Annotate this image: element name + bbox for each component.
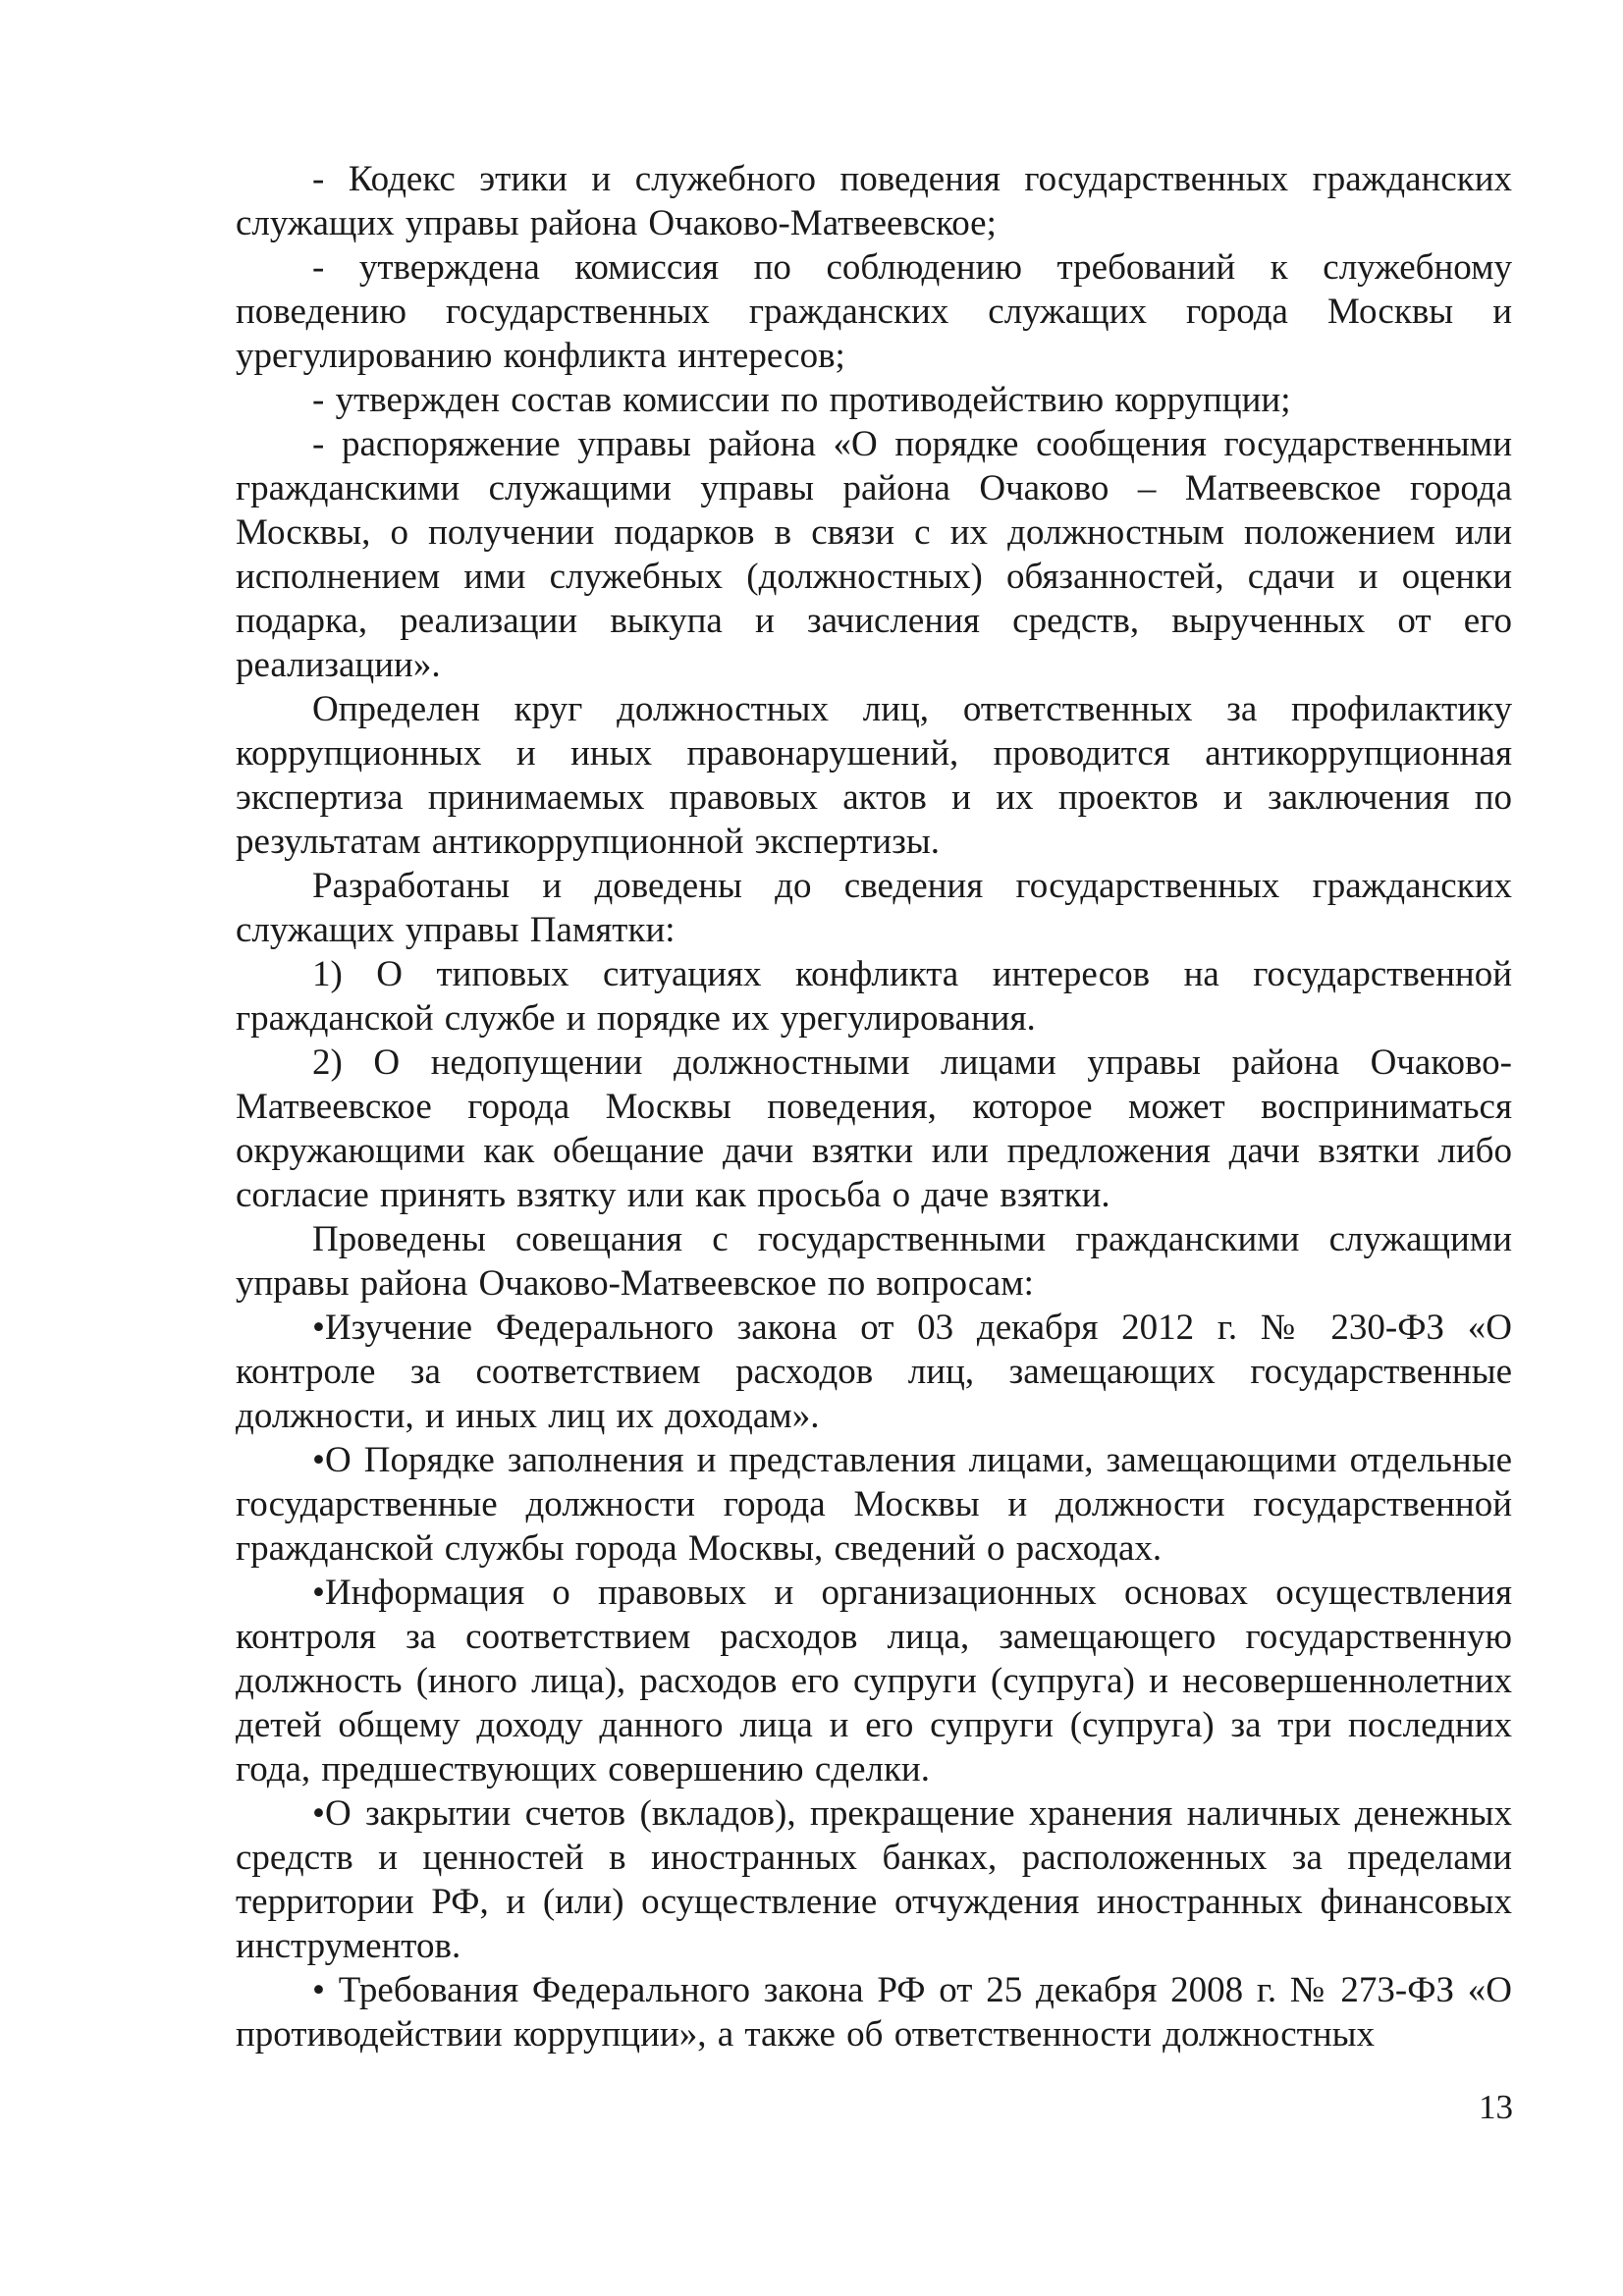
document-body <box>236 157 1512 2056</box>
paragraph-ethics-code: - Кодекс этики и служебного поведения государственных гражданских служащих управы района Очаково-Матвеевское; <box>236 159 1512 243</box>
paragraph-responsible-officials: Определен круг должностных лиц, ответственных за профилактику коррупционных и иных правонарушений, проводится антикоррупционная экспертиза принимаемых правовых актов и их проектов и заключения по результатам антикоррупционной экспертизы. <box>236 689 1512 862</box>
paragraph-bullet-expenses-control: •Информация о правовых и организационных основах осуществления контроля за соответствием расходов лица, замещающего государственную должность (иного лица), расходов его супруги (супруга) и несовершеннолетних детей общему доходу данного лица и его супруги (супруга) за три последних года, предшествующих совершению сделки. <box>236 1573 1512 1789</box>
paragraph-anticorruption-commission: - утвержден состав комиссии по противодействию коррупции; <box>312 380 1291 420</box>
paragraph-commission-approved: - утверждена комиссия по соблюдению требований к служебному поведению государственных гражданских служащих города Москвы и урегулированию конфликта интересов; <box>236 247 1512 376</box>
page-number: 13 <box>1479 2088 1513 2126</box>
paragraph-memo-bribery-behavior: 2) О недопущении должностными лицами управы района Очаково-Матвеевское города Москвы поведения, которое может восприниматься окружающими как обещание дачи взятки или предложения дачи взятки либо согласие принять взятку или как просьба о даче взятки. <box>236 1042 1512 1215</box>
paragraph-gifts-order: - распоряжение управы района «О порядке сообщения государственными гражданскими служащими управы района Очаково – Матвеевское города Москвы, о получении подарков в связи с их должностным положением или исполнением ими служебных (должностных) обязанностей, сдачи и оценки подарка, реализации выкупа и зачисления средств, вырученных от его реализации». <box>236 424 1512 685</box>
paragraph-bullet-law-273: • Требования Федерального закона РФ от 25 декабря 2008 г. № 273-ФЗ «О противодействии коррупции», а также об ответственности должностных <box>236 1970 1512 2055</box>
paragraph-bullet-foreign-accounts: •О закрытии счетов (вкладов), прекращение хранения наличных денежных средств и ценностей в иностранных банках, расположенных за пределами территории РФ, и (или) осуществление отчуждения иностранных финансовых инструментов. <box>236 1793 1512 1966</box>
paragraph-meetings-held: Проведены совещания с государственными гражданскими служащими управы района Очаково-Матвеевское по вопросам: <box>236 1219 1512 1304</box>
paragraph-bullet-expenses-procedure: •О Порядке заполнения и представления лицами, замещающими отдельные государственные должности города Москвы и должности государственной гражданской службы города Москвы, сведений о расходах. <box>236 1440 1512 1569</box>
paragraph-memos-developed: Разработаны и доведены до сведения государственных гражданских служащих управы Памятки: <box>236 866 1512 950</box>
paragraph-memo-conflict-of-interest: 1) О типовых ситуациях конфликта интересов на государственной гражданской службе и порядке их урегулирования. <box>236 954 1512 1039</box>
paragraph-bullet-law-230: •Изучение Федерального закона от 03 декабря 2012 г. № 230-ФЗ «О контроле за соответствием расходов лиц, замещающих государственные должности, и иных лиц их доходам». <box>236 1308 1512 1436</box>
